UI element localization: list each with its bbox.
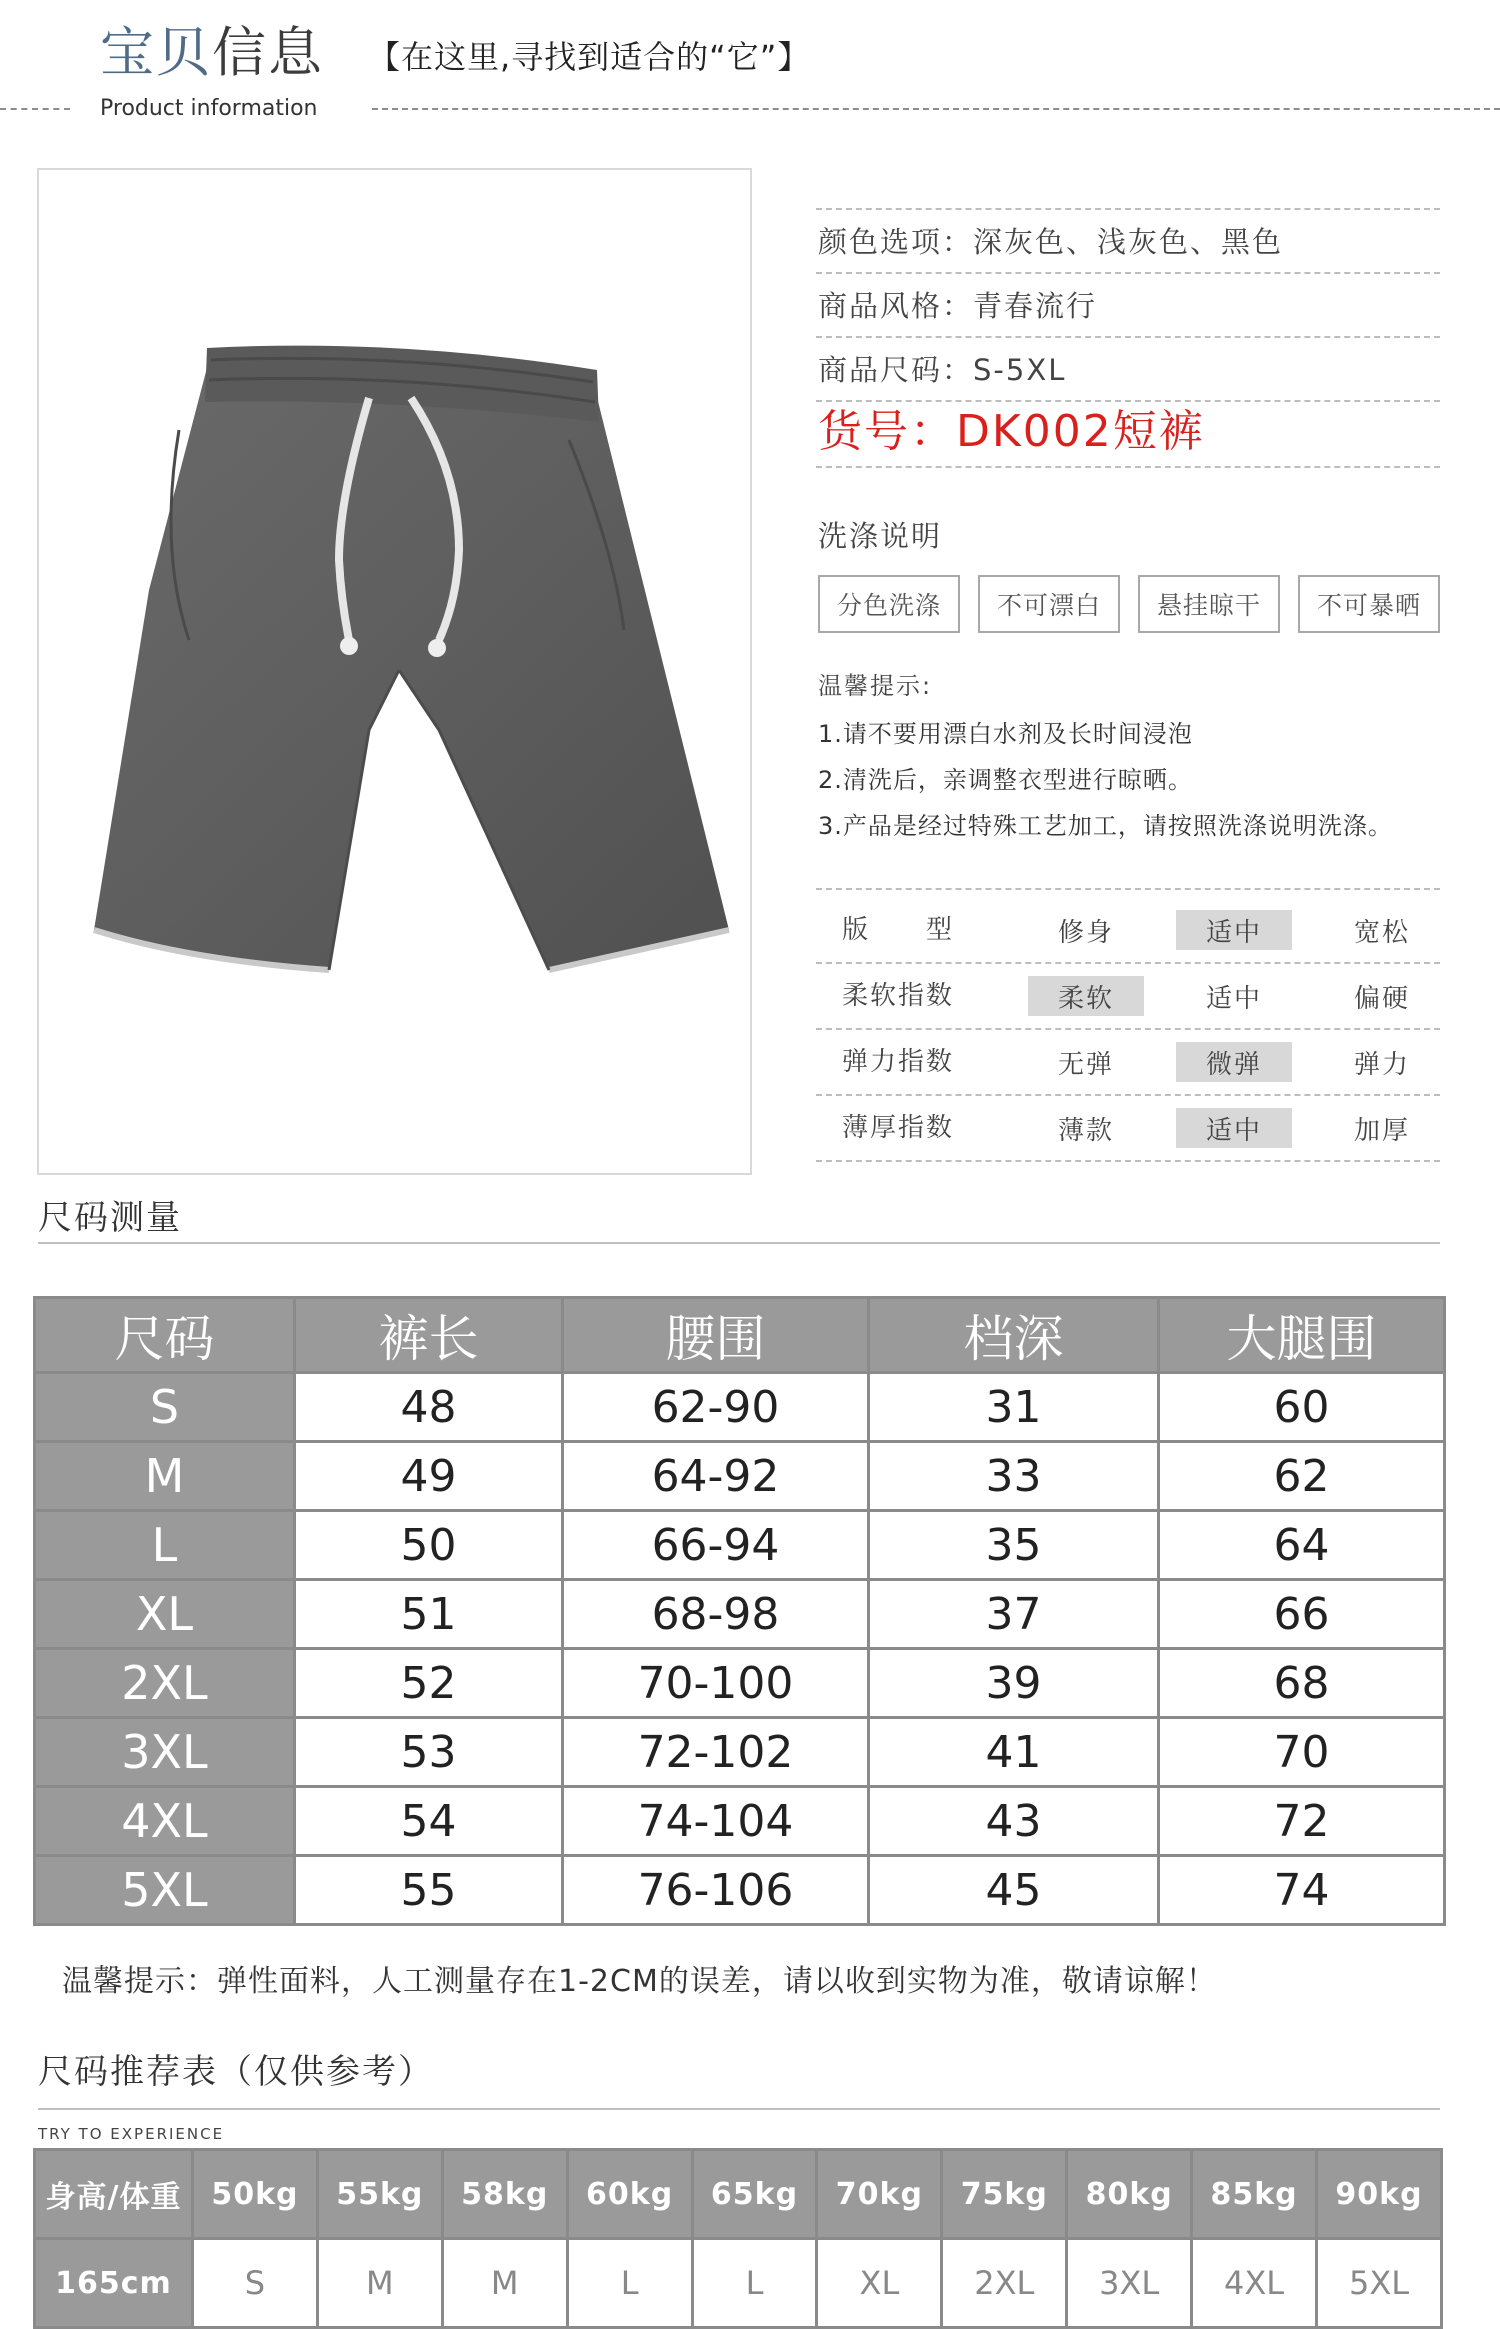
measure-cell: 60	[1159, 1373, 1445, 1442]
table-row	[35, 1580, 1445, 1649]
measure-cell: 68-98	[563, 1580, 869, 1649]
measure-cell: 33	[869, 1442, 1159, 1511]
measure-cell: 49	[295, 1442, 563, 1511]
recommend-english-title: TRY TO EXPERIENCE	[38, 2125, 225, 2143]
recommend-cell: M	[317, 2239, 442, 2328]
recommend-cell: L	[567, 2239, 692, 2328]
header-divider-left	[0, 108, 70, 110]
size-label-cell: 5XL	[35, 1856, 295, 1925]
attribute-option-selected: 柔软	[1028, 976, 1144, 1016]
color-options: 颜色选项：深灰色、浅灰色、黑色	[818, 225, 1284, 259]
info-divider	[816, 400, 1440, 402]
table-row	[35, 1373, 1445, 1442]
column-header: 60kg	[567, 2150, 692, 2239]
washing-title: 洗涤说明	[818, 519, 943, 553]
attribute-option: 弹力	[1353, 1049, 1410, 1080]
recommend-cell: L	[692, 2239, 817, 2328]
attr-divider	[816, 1160, 1440, 1162]
wash-tag: 分色洗涤	[818, 575, 960, 633]
tip-line: 2.清洗后，亲调整衣型进行晾晒。	[818, 766, 1193, 794]
column-header: 裤长	[295, 1298, 563, 1373]
recommend-cell: 4XL	[1192, 2239, 1317, 2328]
attribute-label: 弹力指数	[842, 1047, 955, 1077]
column-header: 50kg	[193, 2150, 318, 2239]
attr-divider	[816, 1028, 1440, 1030]
section-rule	[38, 1242, 1440, 1244]
info-divider	[816, 336, 1440, 338]
attr-divider	[816, 962, 1440, 964]
recommend-cell: 2XL	[942, 2239, 1067, 2328]
product-style: 商品风格：青春流行	[818, 289, 1098, 323]
measure-cell: 55	[295, 1856, 563, 1925]
wash-tag: 不可暴晒	[1298, 575, 1440, 633]
attribute-option: 薄款	[1057, 1115, 1114, 1146]
shorts-image-icon	[39, 170, 750, 1173]
table-row	[35, 1856, 1445, 1925]
column-header: 80kg	[1067, 2150, 1192, 2239]
size-label-cell: 3XL	[35, 1718, 295, 1787]
recommend-table-header	[35, 2150, 1442, 2239]
measure-cell: 52	[295, 1649, 563, 1718]
recommend-cell: 5XL	[1317, 2239, 1442, 2328]
table-row	[35, 1787, 1445, 1856]
recommend-cell: S	[193, 2239, 318, 2328]
section-title	[100, 18, 324, 88]
header-divider-right	[372, 108, 1500, 110]
size-table-header	[35, 1298, 1445, 1373]
size-label-cell: M	[35, 1442, 295, 1511]
measure-cell: 51	[295, 1580, 563, 1649]
column-header: 70kg	[817, 2150, 942, 2239]
measure-cell: 64	[1159, 1511, 1445, 1580]
measure-cell: 62	[1159, 1442, 1445, 1511]
measure-cell: 54	[295, 1787, 563, 1856]
info-divider	[816, 272, 1440, 274]
title-part-a: 宝贝	[100, 21, 212, 84]
section-rule	[38, 2108, 1440, 2110]
product-sku: 货号：DK002短裤	[818, 406, 1205, 457]
column-header: 90kg	[1317, 2150, 1442, 2239]
attribute-option: 修身	[1057, 917, 1114, 948]
attribute-label: 薄厚指数	[842, 1113, 955, 1143]
measure-cell: 45	[869, 1856, 1159, 1925]
size-recommend-table	[33, 2148, 1443, 2329]
column-header: 大腿围	[1159, 1298, 1445, 1373]
measure-cell: 74	[1159, 1856, 1445, 1925]
attribute-option-selected: 适中	[1176, 910, 1292, 950]
product-photo	[37, 168, 752, 1175]
measure-cell: 72-102	[563, 1718, 869, 1787]
column-header: 75kg	[942, 2150, 1067, 2239]
column-header: 腰围	[563, 1298, 869, 1373]
measure-cell: 74-104	[563, 1787, 869, 1856]
measure-cell: 39	[869, 1649, 1159, 1718]
column-header: 55kg	[317, 2150, 442, 2239]
size-label-cell: L	[35, 1511, 295, 1580]
measure-cell: 70-100	[563, 1649, 869, 1718]
column-header: 身高/体重	[35, 2150, 193, 2239]
column-header: 尺码	[35, 1298, 295, 1373]
wash-tag: 悬挂晾干	[1138, 575, 1280, 633]
measure-cell: 43	[869, 1787, 1159, 1856]
measure-cell: 64-92	[563, 1442, 869, 1511]
table-row	[35, 1649, 1445, 1718]
size-section-title: 尺码测量	[38, 1198, 182, 1238]
measure-cell: 35	[869, 1511, 1159, 1580]
measure-cell: 76-106	[563, 1856, 869, 1925]
height-cell: 165cm	[35, 2239, 193, 2328]
recommend-cell: XL	[817, 2239, 942, 2328]
table-row	[35, 1718, 1445, 1787]
measure-cell: 53	[295, 1718, 563, 1787]
recommend-cell: 3XL	[1067, 2239, 1192, 2328]
column-header: 58kg	[442, 2150, 567, 2239]
measure-cell: 70	[1159, 1718, 1445, 1787]
column-header: 档深	[869, 1298, 1159, 1373]
tip-line: 3.产品是经过特殊工艺加工，请按照洗涤说明洗涤。	[818, 812, 1393, 840]
attribute-option: 宽松	[1353, 917, 1410, 948]
title-part-b: 信息	[212, 21, 324, 84]
size-label-cell: 4XL	[35, 1787, 295, 1856]
product-size-range: 商品尺码：S-5XL	[818, 353, 1067, 387]
attribute-option: 适中	[1205, 983, 1262, 1014]
attr-divider	[816, 888, 1440, 890]
column-header: 85kg	[1192, 2150, 1317, 2239]
attribute-option-selected: 适中	[1176, 1108, 1292, 1148]
section-english-title: Product information	[100, 96, 318, 121]
table-row	[35, 1442, 1445, 1511]
attribute-label: 版 型	[842, 915, 955, 945]
table-row	[35, 1511, 1445, 1580]
recommend-section-title: 尺码推荐表（仅供参考）	[38, 2052, 434, 2092]
attribute-label: 柔软指数	[842, 981, 955, 1011]
measure-cell: 50	[295, 1511, 563, 1580]
size-label-cell: 2XL	[35, 1649, 295, 1718]
tip-line: 1.请不要用漂白水剂及长时间浸泡	[818, 720, 1193, 748]
tips-title: 温馨提示:	[818, 672, 933, 700]
measure-cell: 66-94	[563, 1511, 869, 1580]
measure-cell: 37	[869, 1580, 1159, 1649]
attr-divider	[816, 1094, 1440, 1096]
attribute-option: 无弹	[1057, 1049, 1114, 1080]
measure-cell: 62-90	[563, 1373, 869, 1442]
measurement-note: 温馨提示：弹性面料，人工测量存在1-2CM的误差，请以收到实物为准，敬请谅解！	[62, 1964, 1217, 1999]
attribute-option: 加厚	[1353, 1115, 1410, 1146]
section-subtitle: 【在这里,寻找到适合的“它”】	[368, 38, 811, 76]
wash-tag: 不可漂白	[978, 575, 1120, 633]
recommend-cell: M	[442, 2239, 567, 2328]
measure-cell: 41	[869, 1718, 1159, 1787]
measure-cell: 48	[295, 1373, 563, 1442]
table-row	[35, 2239, 1442, 2328]
column-header: 65kg	[692, 2150, 817, 2239]
info-divider	[816, 466, 1440, 468]
size-table	[33, 1296, 1446, 1926]
measure-cell: 66	[1159, 1580, 1445, 1649]
size-label-cell: XL	[35, 1580, 295, 1649]
measure-cell: 68	[1159, 1649, 1445, 1718]
attribute-option-selected: 微弹	[1176, 1042, 1292, 1082]
measure-cell: 72	[1159, 1787, 1445, 1856]
size-label-cell: S	[35, 1373, 295, 1442]
attribute-option: 偏硬	[1353, 983, 1410, 1014]
measure-cell: 31	[869, 1373, 1159, 1442]
info-divider	[816, 208, 1440, 210]
